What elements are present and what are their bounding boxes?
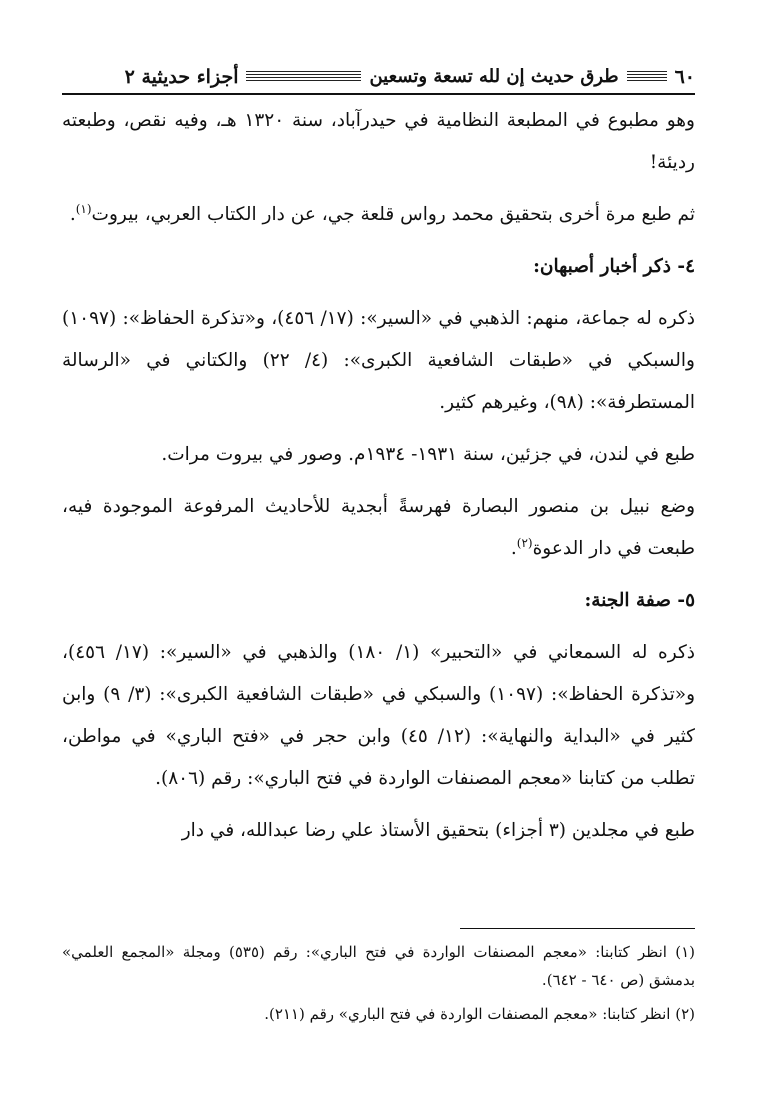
- paragraph: طبع في لندن، في جزئين، سنة ١٩٣١- ١٩٣٤م. وصور في بيروت مرات.: [161, 444, 695, 465]
- section-heading: ٤- ذكر أخبار أصبهان:: [533, 256, 695, 277]
- page-body: [62, 100, 695, 862]
- footnote-marker: (٢): [516, 535, 533, 550]
- paragraph: ذكره له جماعة، منهم: الذهبي في «السير»: (١٧/ ٤٥٦)، و«تذكرة الحفاظ»: (١٠٩٧) والسبكي في «طبقات الشافعية الكبرى»: (٤/ ٢٢) والكتاني في «الرسالة المستطرفة»: (٩٨)، وغيرهم كثير.: [62, 308, 695, 413]
- paragraph: ذكره له السمعاني في «التحبير» (١/ ١٨٠) والذهبي في «السير»: (١٧/ ٤٥٦)، و«تذكرة الحفاظ»: (١٠٩٧) والسبكي في «طبقات الشافعية الكبرى»: (٣/ ٩) وابن كثير في «البداية والنهاية»: (١٢/ ٤٥) وابن حجر في «فتح الباري» في مواطن، تطلب من كتابنا «معجم المصنفات الواردة في فتح الباري»: رقم (٨٠٦).: [62, 642, 695, 789]
- series-title: أجزاء حديثية ٢: [124, 65, 239, 88]
- paragraph: وهو مطبوع في المطبعة النظامية في حيدرآباد، سنة ١٣٢٠ هـ، وفيه نقص، وطبعته رديئة!: [62, 110, 695, 173]
- header-rule: [62, 93, 695, 95]
- footnote-separator: [460, 928, 695, 929]
- section-heading: ٥- صفة الجنة:: [584, 590, 695, 611]
- footnotes: [62, 938, 695, 1034]
- footnote: (١) انظر كتابنا: «معجم المصنفات الواردة في فتح الباري»: رقم (٥٣٥) ومجلة «المجمع العلمي» بدمشق (ص ٦٤٠ - ٦٤٢).: [62, 943, 695, 989]
- header-ornament: [246, 71, 361, 83]
- paragraph: طبع في مجلدين (٣ أجزاء) بتحقيق الأستاذ علي رضا عبدالله، في دار: [181, 820, 695, 841]
- footnote-marker: (١): [75, 201, 92, 216]
- paragraph: ثم طبع مرة أخرى بتحقيق محمد رواس قلعة جي، عن دار الكتاب العربي، بيروت$^{(١)}$.: [69, 201, 695, 225]
- running-header: [62, 62, 695, 92]
- footnote: (٢) انظر كتابنا: «معجم المصنفات الواردة في فتح الباري» رقم (٢١١).: [264, 1005, 695, 1023]
- header-ornament: [627, 71, 667, 83]
- paragraph: وضع نبيل بن منصور البصارة فهرسةً أبجدية للأحاديث المرفوعة الموجودة فيه، طبعت في دار الدعوة$^{(٢)}$.: [62, 496, 695, 559]
- page-number: ٦٠: [674, 65, 695, 88]
- book-title: طرق حديث إن لله تسعة وتسعين: [369, 66, 619, 87]
